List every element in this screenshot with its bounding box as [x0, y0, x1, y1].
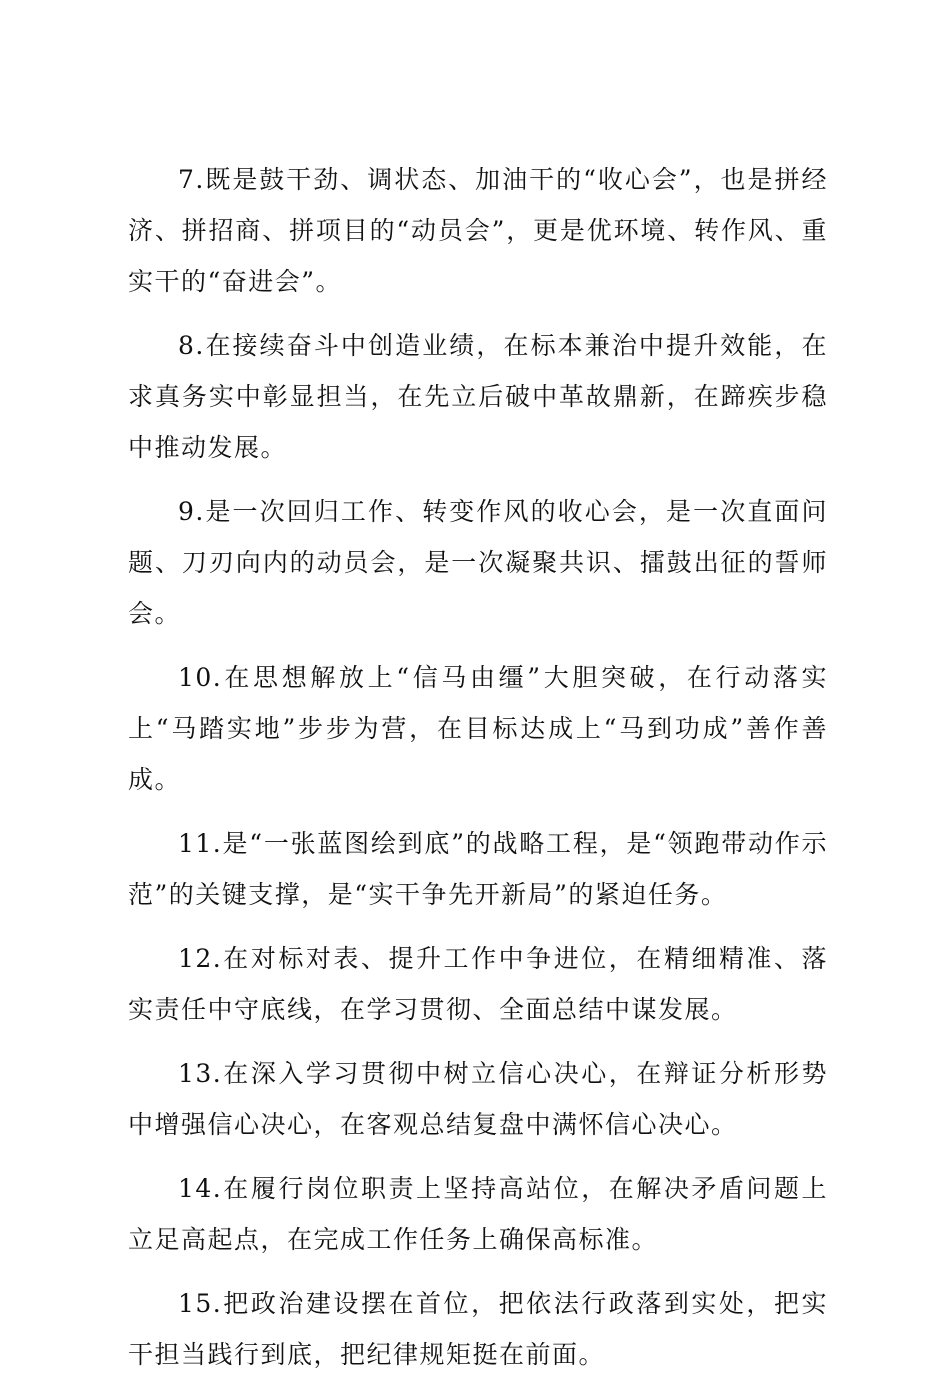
paragraph-10: 10.在思想解放上“信马由缰”大胆突破，在行动落实上“马踏实地”步步为营，在目标达成上“马到功成”善作善成。 — [128, 663, 828, 794]
paragraph-15: 15.把政治建设摆在首位，把依法行政落到实处，把实干担当践行到底，把纪律规矩挺在前面。 — [128, 1289, 828, 1369]
paragraph-7: 7.既是鼓干劲、调状态、加油干的“收心会”，也是拼经济、拼招商、拼项目的“动员会”，更是优环境、转作风、重实干的“奋进会”。 — [128, 165, 828, 296]
paragraph-14: 14.在履行岗位职责上坚持高站位，在解决矛盾问题上立足高起点，在完成工作任务上确保高标准。 — [128, 1174, 828, 1254]
paragraph-11: 11.是“一张蓝图绘到底”的战略工程，是“领跑带动作示范”的关键支撑，是“实干争先开新局”的紧迫任务。 — [128, 829, 828, 909]
paragraph-13: 13.在深入学习贯彻中树立信心决心，在辩证分析形势中增强信心决心，在客观总结复盘中满怀信心决心。 — [128, 1059, 828, 1139]
paragraph-8: 8.在接续奋斗中创造业绩，在标本兼治中提升效能，在求真务实中彰显担当，在先立后破中革故鼎新，在蹄疾步稳中推动发展。 — [128, 331, 828, 462]
paragraph-9: 9.是一次回归工作、转变作风的收心会，是一次直面问题、刀刃向内的动员会，是一次凝聚共识、擂鼓出征的誓师会。 — [128, 497, 828, 628]
paragraph-12: 12.在对标对表、提升工作中争进位，在精细精准、落实责任中守底线，在学习贯彻、全面总结中谋发展。 — [128, 944, 828, 1024]
document-body — [128, 154, 828, 1393]
